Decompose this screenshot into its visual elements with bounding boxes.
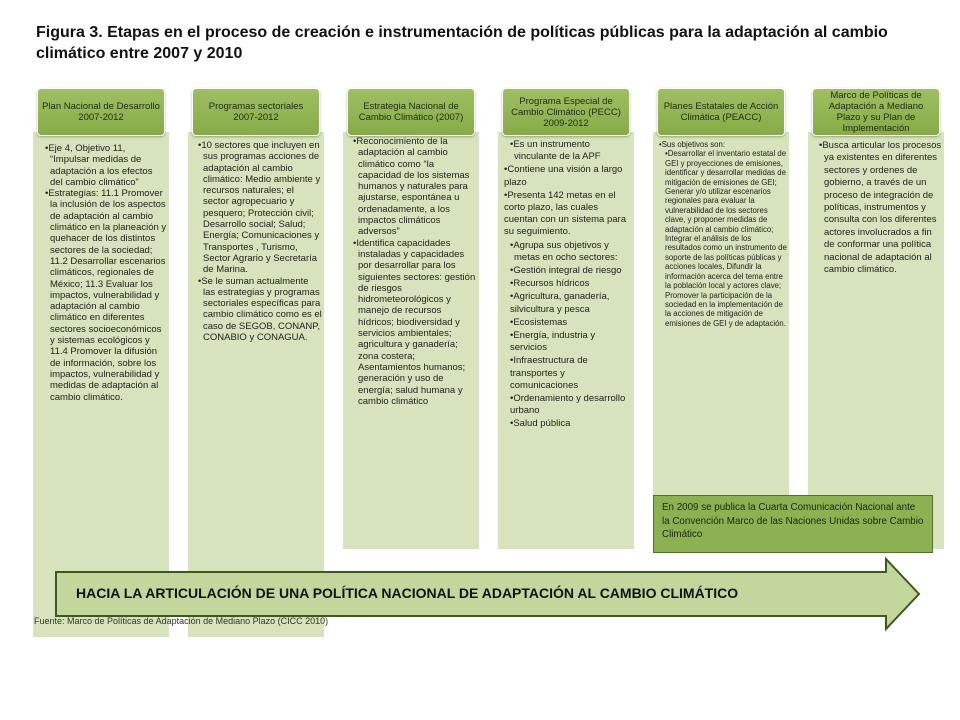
list-item: • Ecosistemas [504, 317, 632, 329]
list-item: • Desarrollar el inventario estatal de GEI y proyecciones de emisiones, identificar y desarrollar medidas de mitigación de emisiones de GEI; Generar y/o utilizar escenarios regionales para evaluar la vulnerabilidad de los sectores clave, y proponer medidas de adaptación al cambio climático; Integrar el análisis de los resultados como un instrumento de soporte de las políticas públicas y acciones locales, Difundir la información acerca del tema entre la población local y actores clave; Promover la participación de la sociedad en la implementación de la acciones de mitigación de emisiones de GEI y de adaptación. [659, 149, 787, 328]
stage-header: Programa Especial de Cambio Climático (PECC) 2009-2012 [502, 88, 630, 136]
list-item: • Reconocimiento de la adaptación al cambio climático como “la capacidad de los sistemas humanos y naturales para ajustarse, espontánea u ordenadamente, a los impactos climáticos adversos” [353, 136, 477, 238]
list-item: • Gestión integral de riesgo [504, 265, 632, 277]
list-item: • Estrategias: 11.1 Promover la inclusión de los aspectos de adaptación al cambio climático en la planeación y quehacer de los distintos sectores de la sociedad; 11.2 Desarrollar escenarios climáticos, regionales de México; 11.3 Evaluar los impactos, vulnerabilidad y adaptación al cambio climático en diferentes sectores socioeconómicos y sistemas ecológicos y 11.4 Promover la difusión de información, sobre los impactos, vulnerabilidad y medidas de adaptación al cambio climático. [45, 188, 167, 403]
stage-items [504, 139, 632, 432]
list-item: • Recursos hídricos [504, 278, 632, 290]
list-item: • Se le suman actualmente las estrategias y programas sectoriales específicas para cambio climático como es el caso de SEGOB, CONANP, CONABIO y CONAGUA. [198, 276, 322, 344]
source-note: Fuente: Marco de Políticas de Adaptación de Mediano Plazo (CICC 2010) [34, 616, 329, 626]
stage-header: Estrategia Nacional de Cambio Climático (2007) [347, 88, 475, 136]
stage-header: Programas sectoriales 2007-2012 [192, 88, 320, 136]
list-item: • Eje 4, Objetivo 11, “Impulsar medidas de adaptación a los efectos del cambio climático” [45, 143, 167, 188]
list-item: • Busca articular los procesos ya existentes en diferentes sectores y ordenes de gobierno, a través de un proceso de integración de políticas, instrumentos y consulta con los diferentes actores involucrados a fin de conformar una política nacional de adaptación al cambio climático. [814, 140, 942, 276]
list-item: • Es un instrumento vinculante de la APF [504, 139, 632, 163]
list-item: • Agrupa sus objetivos y metas en ocho sectores: [504, 240, 632, 264]
stage-items [814, 140, 942, 276]
list-item: • Sus objetivos son: [659, 140, 787, 149]
figure-title: Figura 3. Etapas en el proceso de creación e instrumentación de políticas públicas para la adaptación al cambio climático entre 2007 y 2010 [36, 24, 888, 62]
list-item: • Contiene una visión a largo plazo [504, 164, 632, 188]
stage-items [45, 143, 167, 403]
list-item: • Identifica capacidades instaladas y capacidades por desarrollar para los siguientes sectores: gestión de riesgos hidrometeorológicos y manejo de recursos hídricos; biodiversidad y servicios ambientales; agricultura y ganadería; zona costera; Asentamientos humanos; generación y uso de energía; salud humana y cambio climático [353, 238, 477, 407]
list-item: • Energía, industria y servicios [504, 330, 632, 354]
list-item: • Agricultura, ganadería, silvicultura y pesca [504, 291, 632, 315]
stage-header: Planes Estatales de Acción Climática (PEACC) [657, 88, 785, 136]
stage-items [659, 140, 787, 328]
list-item: • Salud pública [504, 418, 632, 430]
note-box: En 2009 se publica la Cuarta Comunicación Nacional ante la Convención Marco de las Naciones Unidas sobre Cambio Climático [653, 495, 933, 553]
arrow-label: HACIA LA ARTICULACIÓN DE UNA POLÍTICA NACIONAL DE ADAPTACIÓN AL CAMBIO CLIMÁTICO [76, 585, 739, 601]
stage-items [198, 140, 322, 343]
list-item: • 10 sectores que incluyen en sus programas acciones de adaptación al cambio climático: Medio ambiente y recursos naturales; el sector agropecuario y pesquero; Protección civil; Desarrollo social; Salud; Energía; Comunicaciones y Transportes , Turismo, Sector Agrario y Secretaría de Marina. [198, 140, 322, 276]
stage-items [353, 136, 477, 407]
stage-header: Plan Nacional de Desarrollo 2007-2012 [37, 88, 165, 136]
stage-header: Marco de Políticas de Adaptación a Mediano Plazo y su Plan de Implementación [812, 88, 940, 136]
list-item: • Ordenamiento y desarrollo urbano [504, 393, 632, 417]
list-item: • Infraestructura de transportes y comunicaciones [504, 355, 632, 392]
list-item: • Presenta 142 metas en el corto plazo, las cuales cuentan con un sistema para su seguimiento. [504, 190, 632, 239]
